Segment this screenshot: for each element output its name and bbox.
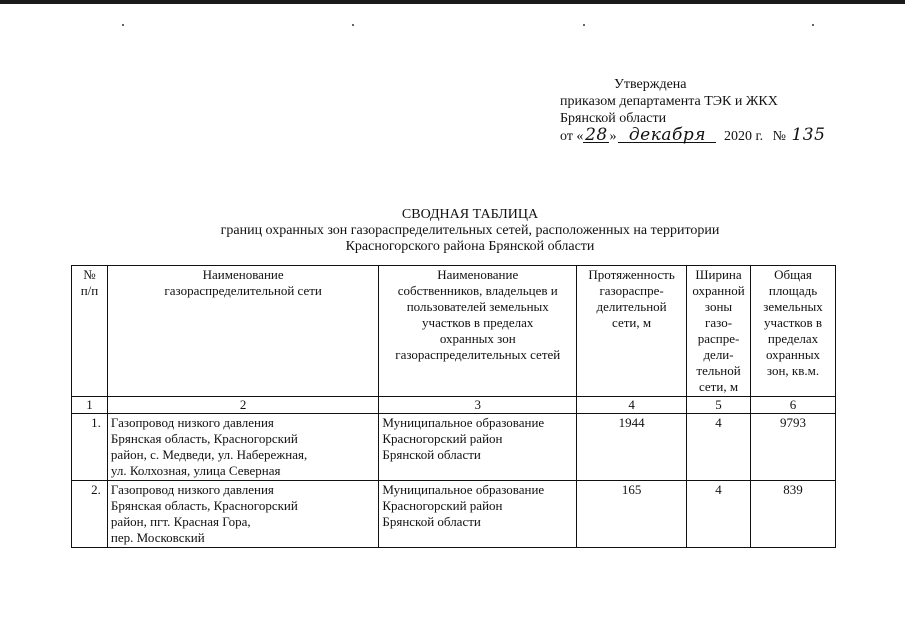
row-network: Газопровод низкого давления Брянская область, Красногорский район, с. Медведи, ул. Набережная, ул. Колхозная, улица Северная xyxy=(107,414,378,481)
table-header-row xyxy=(72,266,836,397)
scan-edge-line xyxy=(0,0,905,4)
column-number: 4 xyxy=(577,397,687,414)
number-sign: № xyxy=(772,129,786,144)
scan-dot xyxy=(812,24,814,26)
title-line-3: Красногорского района Брянской области xyxy=(345,239,595,254)
approval-line-1: Утверждена xyxy=(614,77,687,92)
row-area: 839 xyxy=(751,481,836,548)
row-num: 1. xyxy=(72,414,108,481)
header-owners: Наименование собственников, владельцев и пользователей земельных участков в пределах охранных зон газораспределительных сетей xyxy=(379,266,577,397)
date-month: декабря xyxy=(618,128,716,143)
approval-stamp xyxy=(560,76,825,145)
date-quote-close: » xyxy=(609,129,617,144)
date-day: 28 xyxy=(585,125,608,145)
table-row xyxy=(72,414,836,481)
title-heading: СВОДНАЯ ТАБЛИЦА xyxy=(401,207,539,222)
header-length: Протяженность газораспре- делительной сети, м xyxy=(577,266,687,397)
approval-date-line xyxy=(560,127,825,145)
header-num: № п/п xyxy=(72,266,108,397)
row-width: 4 xyxy=(687,481,751,548)
scan-dot xyxy=(352,24,354,26)
header-zone-width: Ширина охранной зоны газо- распре- дели- тельной сети, м xyxy=(687,266,751,397)
header-area: Общая площадь земельных участков в пределах охранных зон, кв.м. xyxy=(751,266,836,397)
row-owner: Муниципальное образование Красногорский район Брянской области xyxy=(379,481,577,548)
date-year: 2020 г. xyxy=(723,129,764,144)
header-network-name: Наименование газораспределительной сети xyxy=(107,266,378,397)
scan-dot xyxy=(583,24,585,26)
row-owner: Муниципальное образование Красногорский район Брянской области xyxy=(379,414,577,481)
date-prefix: от « xyxy=(560,129,584,144)
column-number: 3 xyxy=(379,397,577,414)
row-area: 9793 xyxy=(751,414,836,481)
row-num: 2. xyxy=(72,481,108,548)
row-width: 4 xyxy=(687,414,751,481)
summary-table xyxy=(71,265,836,548)
column-number: 2 xyxy=(107,397,378,414)
row-length: 165 xyxy=(577,481,687,548)
column-number-row xyxy=(72,397,836,414)
row-network: Газопровод низкого давления Брянская область, Красногорский район, пгт. Красная Гора, пер. Московский xyxy=(107,481,378,548)
title-line-2: границ охранных зон газораспределительных сетей, расположенных на территории xyxy=(220,223,720,238)
column-number: 1 xyxy=(72,397,108,414)
approval-line-2: приказом департамента ТЭК и ЖКХ xyxy=(560,94,778,109)
scan-dot xyxy=(122,24,124,26)
document-title xyxy=(160,207,780,255)
row-length: 1944 xyxy=(577,414,687,481)
order-number: 135 xyxy=(791,125,826,145)
column-number: 5 xyxy=(687,397,751,414)
column-number: 6 xyxy=(751,397,836,414)
approval-line-3: Брянской области xyxy=(560,111,667,126)
table-row xyxy=(72,481,836,548)
